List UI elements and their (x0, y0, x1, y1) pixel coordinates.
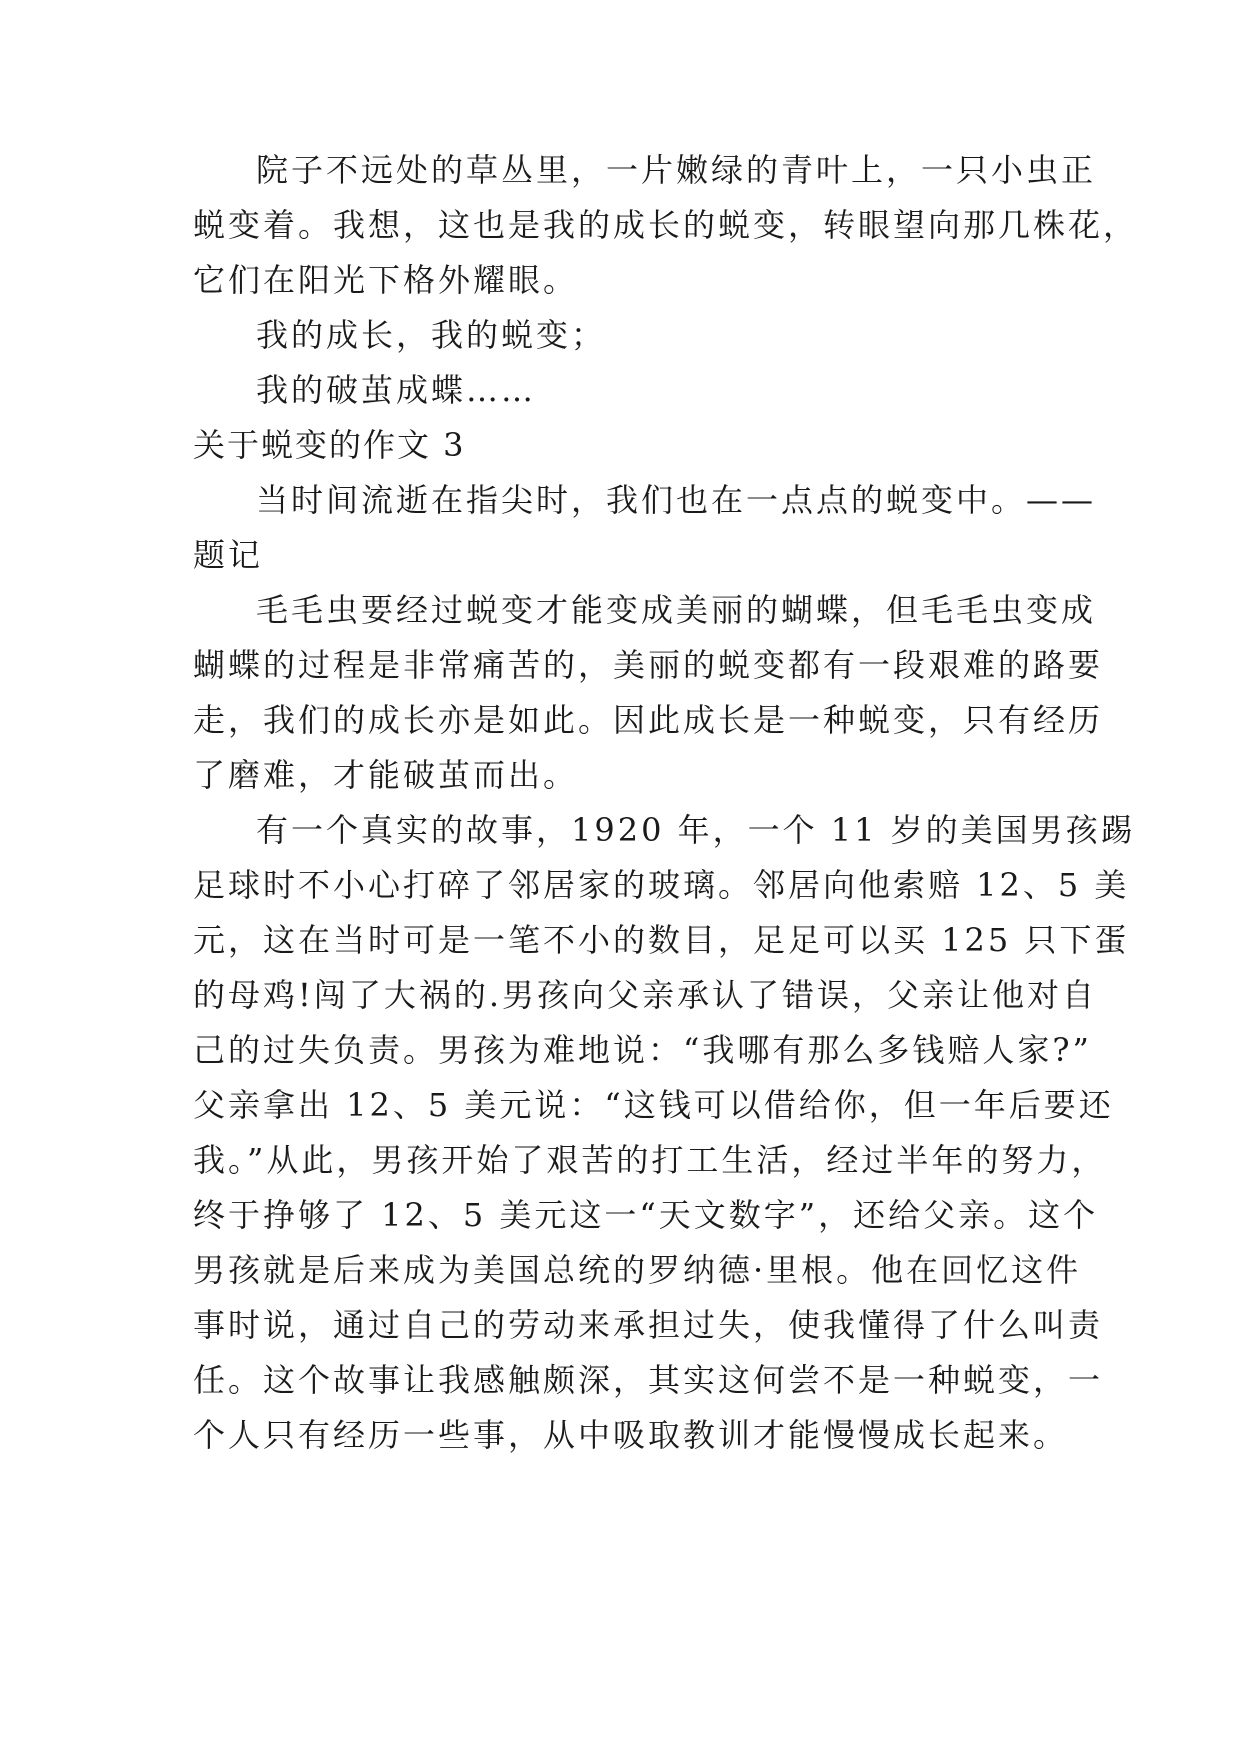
paragraph-line: 了磨难，才能破茧而出。 (193, 756, 579, 794)
paragraph-line: 足球时不小心打碎了邻居家的玻璃。邻居向他索赔 12、5 美 (193, 866, 1130, 904)
paragraph-line: 任。这个故事让我感触颇深，其实这何尝不是一种蜕变，一 (193, 1361, 1104, 1399)
paragraph-line: 个人只有经历一些事，从中吸取教训才能慢慢成长起来。 (193, 1416, 1069, 1454)
paragraph-line: 终于挣够了 12、5 美元这一“天文数字”，还给父亲。这个 (193, 1196, 1099, 1234)
paragraph-line: 题记 (193, 536, 264, 574)
paragraph-line: 有一个真实的故事，1920 年，一个 11 岁的美国男孩踢 (256, 811, 1136, 849)
paragraph-line: 父亲拿出 12、5 美元说：“这钱可以借给你，但一年后要还 (193, 1086, 1114, 1124)
section-heading: 关于蜕变的作文 3 (193, 426, 466, 464)
paragraph-line: 院子不远处的草丛里，一片嫩绿的青叶上，一只小虫正 (256, 151, 1097, 189)
paragraph-line: 蜕变着。我想，这也是我的成长的蜕变，转眼望向那几株花， (193, 206, 1139, 244)
paragraph-line: 它们在阳光下格外耀眼。 (193, 261, 579, 299)
paragraph-line: 事时说，通过自己的劳动来承担过失，使我懂得了什么叫责 (193, 1306, 1104, 1344)
paragraph-line: 的母鸡!闯了大祸的.男孩向父亲承认了错误，父亲让他对自 (193, 976, 1098, 1014)
paragraph-line: 男孩就是后来成为美国总统的罗纳德·里根。他在回忆这件 (193, 1251, 1082, 1289)
paragraph-line: 蝴蝶的过程是非常痛苦的，美丽的蜕变都有一段艰难的路要 (193, 646, 1104, 684)
paragraph-line: 元，这在当时可是一笔不小的数目，足足可以买 125 只下蛋 (193, 921, 1130, 959)
paragraph-line: 我。”从此，男孩开始了艰苦的打工生活，经过半年的努力， (193, 1141, 1107, 1179)
paragraph-line: 当时间流逝在指尖时，我们也在一点点的蜕变中。—— (256, 481, 1097, 519)
paragraph-line: 己的过失负责。男孩为难地说：“我哪有那么多钱赔人家?” (193, 1031, 1092, 1069)
paragraph-line: 我的成长，我的蜕变； (256, 316, 607, 354)
paragraph-line: 毛毛虫要经过蜕变才能变成美丽的蝴蝶，但毛毛虫变成 (256, 591, 1097, 629)
paragraph-line: 我的破茧成蝶…… (256, 371, 537, 409)
paragraph-line: 走，我们的成长亦是如此。因此成长是一种蜕变，只有经历 (193, 701, 1104, 739)
